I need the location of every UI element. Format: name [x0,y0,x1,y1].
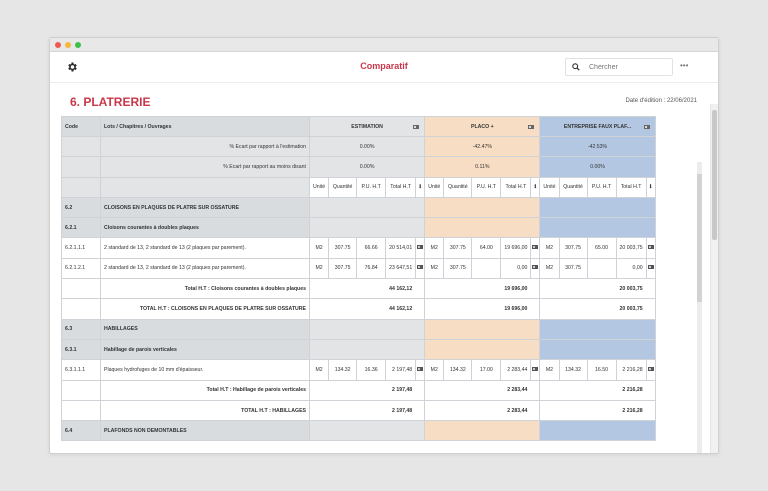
supplier-cell [310,421,425,441]
cell-pu [587,258,616,278]
row-code: 6.2.1.1.1 [62,238,101,258]
ecart-estimation-label: % Ecart par rapport à l'estimation [101,137,310,157]
cell-total: 2 197,48 [386,360,416,380]
cell-total: 2 216,28 [616,360,646,380]
cell-pu: 65.00 [587,238,616,258]
comment-icon[interactable] [532,245,538,249]
compare-icon[interactable] [413,125,419,129]
table-row-chapter [62,197,656,217]
subheader-unite: Unité [425,177,444,197]
header-code: Code [62,117,101,137]
table-row-total [62,400,656,420]
row-code: 6.2 [62,197,101,217]
cell-total: 2 283,44 [501,360,531,380]
supplier-total: 2 216,28 [540,400,655,420]
ecart-estimation-value: -42.47% [425,137,540,157]
table-row-subtotal [62,380,656,400]
row-label: HABILLAGES [101,319,310,339]
total-label: TOTAL H.T : CLOISONS EN PLAQUES DE PLATRE SUR OSSATURE [101,299,310,319]
supplier-cell [540,197,655,217]
subheader-quantite: Quantité [559,177,587,197]
cell-pu [472,258,501,278]
cell-total: 20 003,75 [616,238,646,258]
cell-pu: 66.66 [357,238,386,258]
more-options-button[interactable]: ••• [680,61,689,70]
ecart-estimation-value: 0.00% [310,137,425,157]
cell-unite: M2 [425,360,444,380]
supplier-total: 44 162,12 [310,279,425,299]
row-code: 6.3 [62,319,101,339]
subheader-unite: Unité [310,177,329,197]
cell-total: 20 514,01 [386,238,416,258]
subheader-info[interactable]: ℹ [646,177,655,197]
row-code [62,299,101,319]
ecart-moins-disant-value: 0.00% [540,157,655,177]
table-scrollbar-thumb[interactable] [697,174,702,302]
row-code: 6.2.1.2.1 [62,258,101,278]
comment-cell[interactable] [646,238,655,258]
supplier-cell [540,421,655,441]
table-row-subchapter [62,339,656,359]
table-row-subchapter [62,218,656,238]
subheader-quantite: Quantité [329,177,357,197]
cell-quantite: 134.32 [329,360,357,380]
compare-icon[interactable] [644,125,650,129]
cell-total: 0,00 [501,258,531,278]
cell-pu: 16.50 [587,360,616,380]
search-input[interactable] [589,64,659,71]
supplier-cell [425,319,540,339]
page-title: 6. PLATRERIE [70,95,151,109]
supplier-cell [310,319,425,339]
app-title: Comparatif [360,61,408,71]
cell-unite: M2 [540,360,559,380]
subheader-info[interactable]: ℹ [416,177,425,197]
cell-quantite: 307.75 [559,258,587,278]
total-label: TOTAL H.T : HABILLAGES [101,400,310,420]
subheader-info[interactable]: ℹ [531,177,540,197]
supplier-total: 2 283,44 [425,400,540,420]
cell-quantite: 307.75 [559,238,587,258]
cell-unite: M2 [310,360,329,380]
row-code: 6.3.1 [62,339,101,359]
cell-quantite: 307.75 [444,258,472,278]
supplier-cell [310,339,425,359]
subheader-total: Total H.T [501,177,531,197]
row-code: 6.3.1.1.1 [62,360,101,380]
supplier-cell [540,339,655,359]
page-scrollbar[interactable] [710,104,718,453]
cell-quantite: 307.75 [444,238,472,258]
comment-cell[interactable] [531,360,540,380]
supplier-cell [540,319,655,339]
table-row-item [62,360,656,380]
row-label: 2 standard de 13, 2 standard de 13 (2 plaques par parement). [101,238,310,258]
cell-quantite: 307.75 [329,238,357,258]
table-row-item [62,238,656,258]
supplier-cell [425,421,540,441]
comment-cell[interactable] [646,258,655,278]
table-row-item [62,258,656,278]
supplier-total: 20 003,75 [540,279,655,299]
supplier-header-estimation[interactable]: ESTIMATION [310,117,425,137]
cell-quantite: 307.75 [329,258,357,278]
cell-pu: 64.00 [472,238,501,258]
supplier-total: 2 197,48 [310,380,425,400]
ecart-moins-disant-value: 0.11% [425,157,540,177]
subheader-pu: P.U. H.T [357,177,386,197]
cell-pu: 17.00 [472,360,501,380]
comment-icon[interactable] [648,367,654,371]
cell-unite: M2 [310,238,329,258]
app-window [49,37,719,454]
supplier-header-placo[interactable]: PLACO + [425,117,540,137]
comparison-table [61,116,656,441]
ecart-moins-disant-value: 0.00% [310,157,425,177]
search-box[interactable] [565,58,673,76]
ecart-estimation-value: -42.53% [540,137,655,157]
subheader-quantite: Quantité [444,177,472,197]
row-label: CLOISONS EN PLAQUES DE PLATRE SUR OSSATURE [101,197,310,217]
row-code [62,380,101,400]
comment-icon[interactable] [532,265,538,269]
search-icon [572,63,580,71]
subtotal-label: Total H.T : Cloisons courantes à doubles plaques [101,279,310,299]
supplier-total: 2 197,48 [310,400,425,420]
supplier-total: 2 283,44 [425,380,540,400]
supplier-cell [425,197,540,217]
comment-icon[interactable] [417,245,423,249]
comment-cell[interactable] [531,258,540,278]
subheader-total: Total H.T [616,177,646,197]
row-code [62,400,101,420]
header-lots: Lots / Chapitres / Ouvrages [101,117,310,137]
supplier-total: 19 696,00 [425,279,540,299]
table-row-chapter [62,421,656,441]
subheader-pu: P.U. H.T [587,177,616,197]
row-code: 6.4 [62,421,101,441]
supplier-total: 44 162,12 [310,299,425,319]
comment-icon[interactable] [417,265,423,269]
close-window-button[interactable] [55,42,61,48]
cell-unite: M2 [310,258,329,278]
cell-unite: M2 [540,258,559,278]
ecart-moins-disant-label: % Ecart par rapport au moins disant [101,157,310,177]
comment-icon[interactable] [417,367,423,371]
row-code [62,279,101,299]
main-content [50,84,718,453]
row-code: 6.2.1 [62,218,101,238]
supplier-cell [310,218,425,238]
subheader-total: Total H.T [386,177,416,197]
subheader-pu: P.U. H.T [472,177,501,197]
table-row-chapter [62,319,656,339]
supplier-header-entreprise[interactable]: ENTREPRISE FAUX PLAF... [540,117,655,137]
app-header [50,52,718,83]
supplier-total: 19 696,00 [425,299,540,319]
supplier-total: 2 216,28 [540,380,655,400]
supplier-total: 20 003,75 [540,299,655,319]
subheader-unite: Unité [540,177,559,197]
cell-unite: M2 [540,238,559,258]
comment-cell[interactable] [416,360,425,380]
supplier-cell [540,218,655,238]
table-row-subtotal [62,279,656,299]
comment-icon[interactable] [648,245,654,249]
comment-icon[interactable] [648,265,654,269]
cell-total: 23 647,51 [386,258,416,278]
supplier-cell [310,197,425,217]
comment-cell[interactable] [416,258,425,278]
table-scrollbar[interactable] [697,162,702,454]
cell-unite: M2 [425,258,444,278]
row-label: PLAFONDS NON DEMONTABLES [101,421,310,441]
cell-quantite: 134.32 [559,360,587,380]
table-row-total [62,299,656,319]
edit-date: Date d'édition : 22/06/2021 [625,98,697,104]
comment-cell[interactable] [531,238,540,258]
row-label: Cloisons courantes à doubles plaques [101,218,310,238]
comment-cell[interactable] [646,360,655,380]
row-label: 2 standard de 13, 2 standard de 13 (2 plaques par parement). [101,258,310,278]
cell-pu: 16.36 [357,360,386,380]
cell-quantite: 134.32 [444,360,472,380]
comment-cell[interactable] [416,238,425,258]
supplier-cell [425,339,540,359]
cell-pu: 76.84 [357,258,386,278]
comment-icon[interactable] [532,367,538,371]
cell-unite: M2 [425,238,444,258]
cell-total: 0,00 [616,258,646,278]
cell-total: 19 696,00 [501,238,531,258]
maximize-window-button[interactable] [75,42,81,48]
compare-icon[interactable] [528,125,534,129]
row-label: Plaques hydrofuges de 10 mm d'épaisseur. [101,360,310,380]
page-scrollbar-thumb[interactable] [712,110,717,240]
window-titlebar [50,38,718,52]
subtotal-label: Total H.T : Habillage de parois verticales [101,380,310,400]
row-label: Habillage de parois verticales [101,339,310,359]
minimize-window-button[interactable] [65,42,71,48]
supplier-cell [425,218,540,238]
